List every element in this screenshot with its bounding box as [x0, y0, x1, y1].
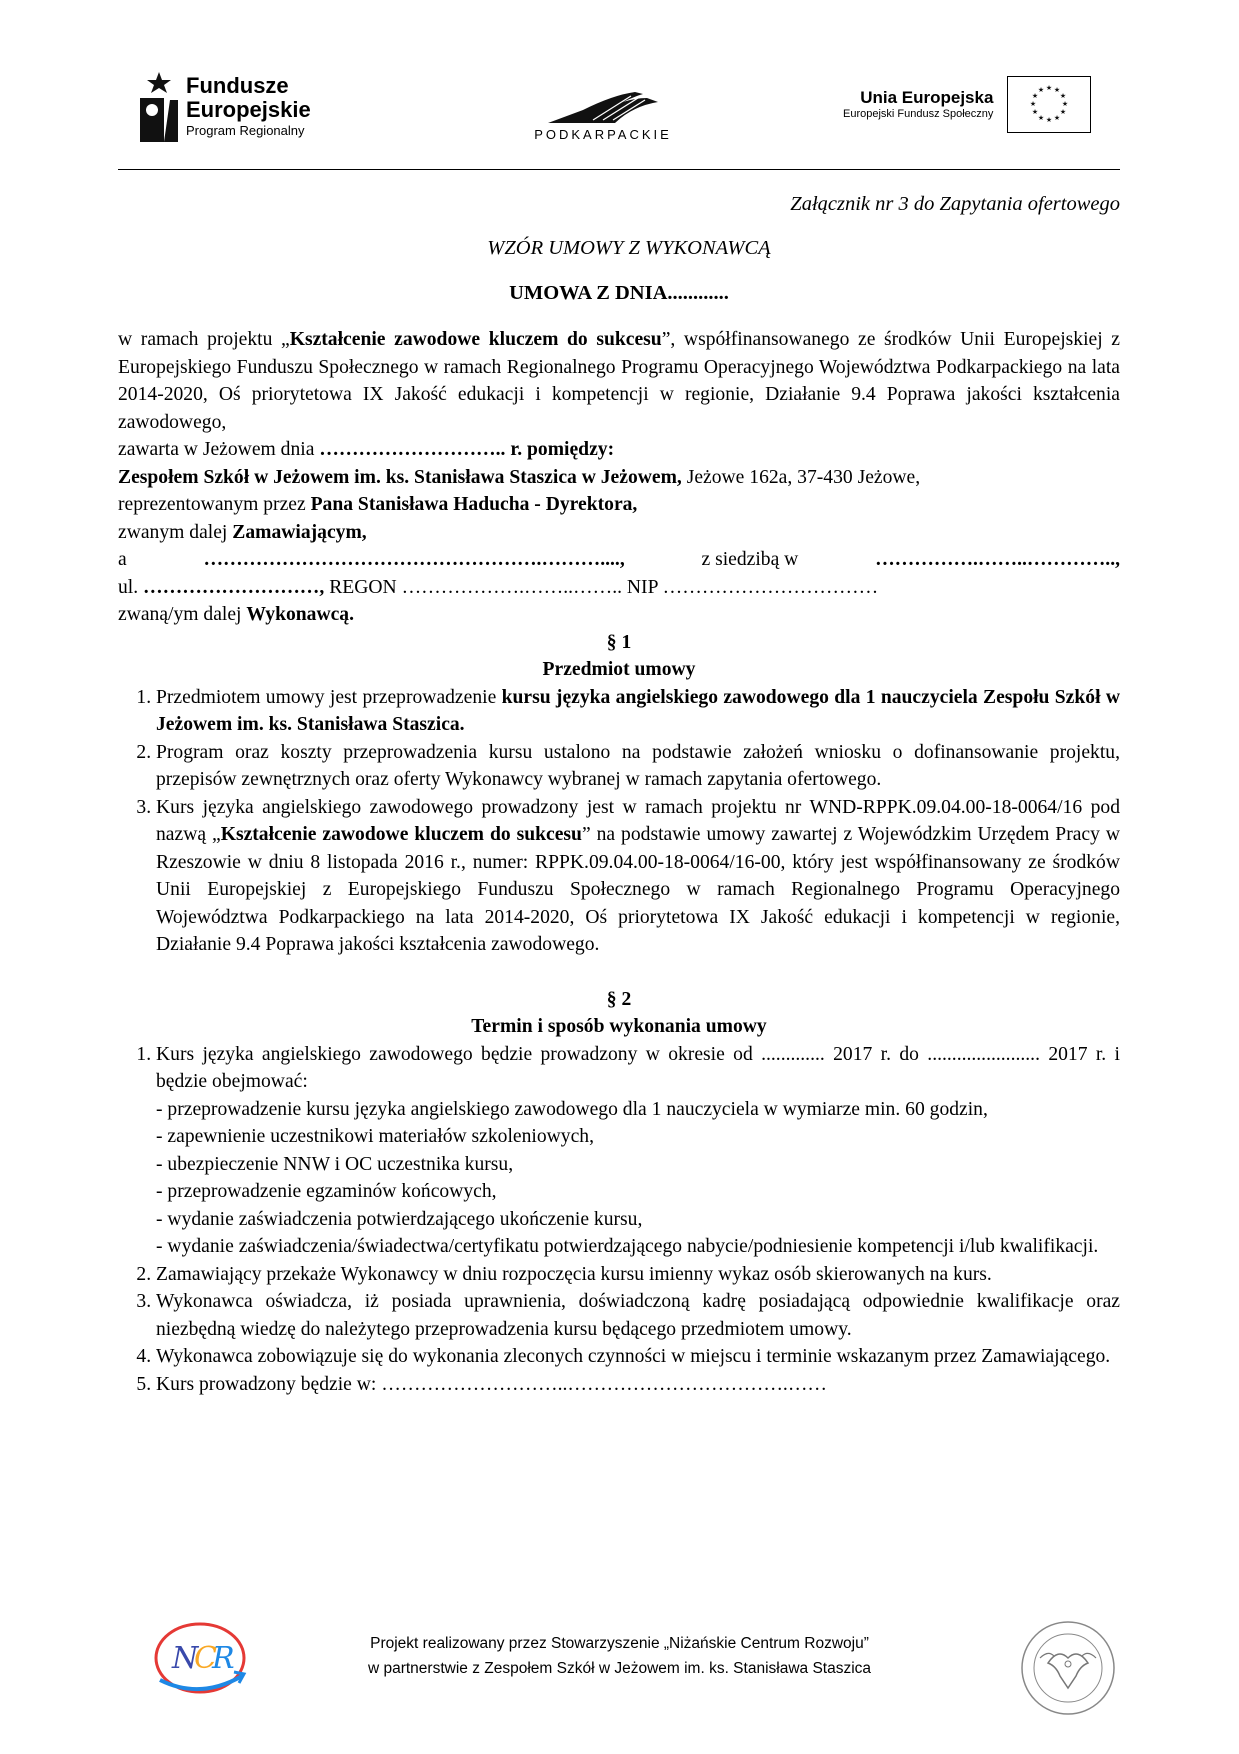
svg-text:★: ★	[1030, 100, 1037, 108]
party1-line: Zespołem Szkół w Jeżowem im. ks. Stanisława Staszica w Jeżowem, Jeżowe 162a, 37-430 Jeżowe,	[118, 466, 921, 488]
svg-text:★: ★	[1046, 84, 1053, 92]
list-item: 2. Program oraz koszty przeprowadzenia kursu ustalono na podstawie założeń wniosku o dofinansowanie projektu, przepisów zewnętrznych oraz oferty Wykonawcy wybranej w ramach zapytania ofertowego.	[156, 739, 1120, 794]
list-item: 1. Kurs języka angielskiego zawodowego będzie prowadzony w okresie od ............. 2017 r. do ....................... 2017 r. i będzie obejmować: - przeprowadzenie kursu języka angielskiego zawodowego dla 1 nauczyciela w wymiarze min. 60 godzin, - zapewnienie uczestnikowi materiałów szkoleniowych, - ubezpieczenie NNW i OC uczestnika kursu, - przeprowadzenie egzaminów końcowych, - wydanie zaświadczenia potwierdzającego ukończenie kursu, - wydanie zaświadczenia/świadectwa/certyfikatu potwierdzającego nabycie/podniesienie kompetencji i/lub kwalifikacji.	[156, 1041, 1120, 1261]
bullet-line: - przeprowadzenie egzaminów końcowych,	[156, 1181, 497, 1202]
project-name: Kształcenie zawodowe kluczem do sukcesu	[289, 329, 662, 350]
bullet-line: - zapewnienie uczestnikowi materiałów szkoleniowych,	[156, 1126, 594, 1147]
party2-line1: a …………………………………………….………...., z siedzibą w …………….……..…………..,	[118, 549, 1120, 570]
svg-text:★: ★	[1032, 92, 1039, 100]
list-item: 3. Kurs języka angielskiego zawodowego prowadzony jest w ramach projektu nr WND-RPPK.09.04.00-18-0064/16 pod nazwą „Kształcenie zawodowe kluczem do sukcesu” na podstawie umowy zawartej z Wojewódzkim Urzędem Pracy w Rzeszowie w dniu 8 listopada 2016 r., numer: RPPK.09.04.00-18-0064/16-00, który jest współfinansowany ze środków Unii Europejskiej z Europejskiego Funduszu Społecznego w ramach Regionalnego Programu Operacyjnego Województwa Podkarpackiego na lata 2014-2020, Oś priorytetowa IX Jakość edukacji i kompetencji w regionie, Działanie 9.4 Poprawa jakości kształcenia zawodowego.	[156, 794, 1120, 959]
party1-rep-line: reprezentowanym przez Pana Stanisława Haducha - Dyrektora,	[118, 494, 638, 515]
fe-logo-line1: Fundusze	[186, 73, 289, 99]
svg-text:R: R	[212, 1641, 235, 1676]
svg-text:★: ★	[1060, 108, 1067, 116]
section2-number: § 2	[606, 988, 632, 1010]
contract-title: UMOWA Z DNIA............	[509, 282, 729, 304]
fe-logo-line2: Europejskie	[186, 96, 311, 122]
intro-paragraph: w ramach projektu „Kształcenie zawodowe kluczem do sukcesu”, współfinansowanego ze środków Unii Europejskiej z Europejskiego Funduszu Społecznego w ramach Regionalnego Programu Operacyjnego Województwa Podkarpackiego na lata 2014-2020, Oś priorytetowa IX Jakość edukacji i kompetencji w regionie, Działanie 9.4 Poprawa jakości kształcenia zawodowego,	[118, 329, 1121, 433]
fundusze-europejskie-logo	[140, 70, 311, 142]
party1-name: Zespołem Szkół w Jeżowem im. ks. Stanisława Staszica w Jeżowem,	[118, 466, 682, 488]
svg-text:C: C	[194, 1641, 217, 1676]
attachment-note: Załącznik nr 3 do Zapytania ofertowego	[790, 193, 1120, 215]
podkarpackie-mountains-icon	[543, 90, 663, 124]
footer-line1: Projekt realizowany przez Stowarzyszenie „Niżańskie Centrum Rozwoju”	[370, 1635, 869, 1652]
svg-text:★: ★	[1046, 116, 1053, 124]
party1-rep: Pana Stanisława Haducha - Dyrektora,	[310, 494, 638, 515]
list-item: 4. Wykonawca zobowiązuje się do wykonania zleconych czynności w miejscu i terminie wskazanym przez Zamawiającego.	[156, 1343, 1120, 1371]
unia-europejska-logo	[843, 76, 1091, 133]
page-header	[118, 60, 1120, 160]
party1-called-line: zwanym dalej Zamawiającym,	[118, 521, 367, 543]
header-divider	[118, 169, 1120, 170]
podkarpackie-logo-text: PODKARPACKIE	[534, 127, 672, 142]
ue-logo-subtitle: Europejski Fundusz Społeczny	[843, 108, 994, 121]
list-item: 2. Zamawiający przekaże Wykonawcy w dniu rozpoczęcia kursu imienny wykaz osób skierowanych na kurs.	[156, 1261, 1120, 1289]
list-item: 3. Wykonawca oświadcza, iż posiada uprawnienia, doświadczoną kadrę posiadającą odpowiednie kwalifikacje oraz niezbędną wiedzę do należytego przeprowadzenia kursu będącego przedmiotem umowy.	[156, 1288, 1120, 1343]
section2-list	[118, 1041, 1120, 1399]
section2-title: Termin i sposób wykonania umowy	[471, 1016, 767, 1037]
section1-number: § 1	[606, 631, 632, 653]
party2-called-line: zwaną/ym dalej Wykonawcą.	[118, 604, 354, 625]
fe-stars-icon	[140, 70, 178, 142]
svg-text:★: ★	[1038, 86, 1045, 94]
svg-text:★: ★	[1060, 92, 1067, 100]
eu-flag-icon	[1007, 76, 1091, 133]
fe-logo-line3: Program Regionalny	[186, 122, 305, 138]
document-body	[118, 187, 1120, 1398]
svg-text:★: ★	[1032, 108, 1039, 116]
list-item: 1. Przedmiotem umowy jest przeprowadzenie kursu języka angielskiego zawodowego dla 1 nauczyciela Zespołu Szkół w Jeżowem im. ks. Stanisława Staszica.	[156, 684, 1120, 739]
draft-title: WZÓR UMOWY Z WYKONAWCĄ	[487, 237, 771, 259]
svg-text:★: ★	[1062, 100, 1069, 108]
svg-text:★: ★	[1054, 114, 1061, 122]
bullet-line: - wydanie zaświadczenia potwierdzającego ukończenie kursu,	[156, 1208, 643, 1230]
party2-line2: ul. ………………………, REGON ……………….……..…….. NIP ……………………………	[118, 576, 879, 598]
svg-text:★: ★	[1054, 86, 1061, 94]
svg-text:★: ★	[1038, 114, 1045, 122]
ue-logo-title: Unia Europejska	[860, 87, 994, 107]
section1-list	[118, 684, 1120, 959]
svg-text:N: N	[172, 1641, 199, 1676]
bullet-line: - przeprowadzenie kursu języka angielskiego zawodowego dla 1 nauczyciela w wymiarze min. 60 godzin,	[156, 1098, 988, 1120]
bullet-line: - wydanie zaświadczenia/świadectwa/certyfikatu potwierdzającego nabycie/podniesienie kompetencji i/lub kwalifikacji.	[156, 1236, 1099, 1257]
school-seal-icon	[1018, 1618, 1118, 1718]
section1-title: Przedmiot umowy	[542, 659, 696, 680]
podkarpackie-logo	[518, 90, 688, 142]
bullet-line: - ubezpieczenie NNW i OC uczestnika kursu,	[156, 1153, 514, 1175]
concluded-line: zawarta w Jeżowem dnia ……………………….. r. pomiędzy:	[118, 439, 615, 460]
list-item: 5. Kurs prowadzony będzie w: ………………………..…………………………….……	[156, 1371, 1120, 1399]
footer-line2: w partnerstwie z Zespołem Szkół w Jeżowem im. ks. Stanisława Staszica	[367, 1660, 872, 1677]
